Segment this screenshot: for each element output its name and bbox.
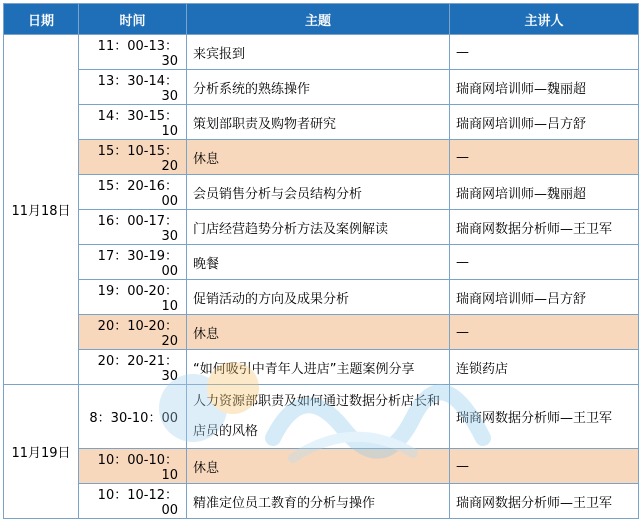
topic-cell: “如何吸引中青年人进店”主题案例分享 <box>187 350 450 385</box>
speaker-cell: 瑞商网数据分析师—王卫军 <box>450 385 639 449</box>
table-row <box>4 35 639 70</box>
topic-cell: 晚餐 <box>187 245 450 280</box>
speaker-cell: 瑞商网培训师—吕方舒 <box>450 280 639 315</box>
speaker-cell: — <box>450 35 639 70</box>
speaker-cell: 瑞商网培训师—魏丽超 <box>450 70 639 105</box>
topic-cell: 来宾报到 <box>187 35 450 70</box>
time-cell: 17：30-19：00 <box>79 245 187 280</box>
speaker-cell: — <box>450 315 639 350</box>
time-cell: 14：30-15：10 <box>79 105 187 140</box>
table-row <box>4 484 639 519</box>
time-cell: 19：00-20：10 <box>79 280 187 315</box>
schedule-body <box>4 35 639 519</box>
time-cell: 10：10-12：00 <box>79 484 187 519</box>
time-cell: 16：00-17：30 <box>79 210 187 245</box>
topic-cell: 休息 <box>187 140 450 175</box>
table-row <box>4 105 639 140</box>
time-cell: 20：20-21：30 <box>79 350 187 385</box>
time-cell: 8：30-10：00 <box>79 385 187 449</box>
table-row <box>4 175 639 210</box>
table-row <box>4 385 639 449</box>
schedule-table <box>3 3 639 519</box>
speaker-cell: — <box>450 449 639 484</box>
table-row <box>4 350 639 385</box>
time-cell: 15：20-16：00 <box>79 175 187 210</box>
time-cell: 15：10-15：20 <box>79 140 187 175</box>
col-header-date: 日期 <box>4 4 79 35</box>
topic-cell: 门店经营趋势分析方法及案例解读 <box>187 210 450 245</box>
topic-cell: 分析系统的熟练操作 <box>187 70 450 105</box>
topic-cell: 休息 <box>187 315 450 350</box>
break-row <box>4 140 639 175</box>
header-row <box>4 4 639 35</box>
date-cell: 11月19日 <box>4 385 79 519</box>
speaker-cell: 瑞商网数据分析师—王卫军 <box>450 484 639 519</box>
table-row <box>4 210 639 245</box>
speaker-cell: — <box>450 140 639 175</box>
time-cell: 10：00-10：10 <box>79 449 187 484</box>
table-row <box>4 245 639 280</box>
speaker-cell: 瑞商网培训师—魏丽超 <box>450 175 639 210</box>
speaker-cell: 瑞商网培训师—吕方舒 <box>450 105 639 140</box>
time-cell: 11：00-13：30 <box>79 35 187 70</box>
table-row <box>4 280 639 315</box>
time-cell: 13：30-14：30 <box>79 70 187 105</box>
topic-cell: 休息 <box>187 449 450 484</box>
topic-cell: 精准定位员工教育的分析与操作 <box>187 484 450 519</box>
col-header-time: 时间 <box>79 4 187 35</box>
speaker-cell: — <box>450 245 639 280</box>
break-row <box>4 449 639 484</box>
topic-cell: 人力资源部职责及如何通过数据分析店长和店员的风格 <box>187 385 450 449</box>
date-cell: 11月18日 <box>4 35 79 385</box>
speaker-cell: 瑞商网数据分析师—王卫军 <box>450 210 639 245</box>
col-header-speaker: 主讲人 <box>450 4 639 35</box>
schedule-container <box>3 3 638 518</box>
table-row <box>4 70 639 105</box>
break-row <box>4 315 639 350</box>
topic-cell: 策划部职责及购物者研究 <box>187 105 450 140</box>
topic-cell: 会员销售分析与会员结构分析 <box>187 175 450 210</box>
col-header-topic: 主题 <box>187 4 450 35</box>
topic-cell: 促销活动的方向及成果分析 <box>187 280 450 315</box>
speaker-cell: 连锁药店 <box>450 350 639 385</box>
time-cell: 20：10-20：20 <box>79 315 187 350</box>
